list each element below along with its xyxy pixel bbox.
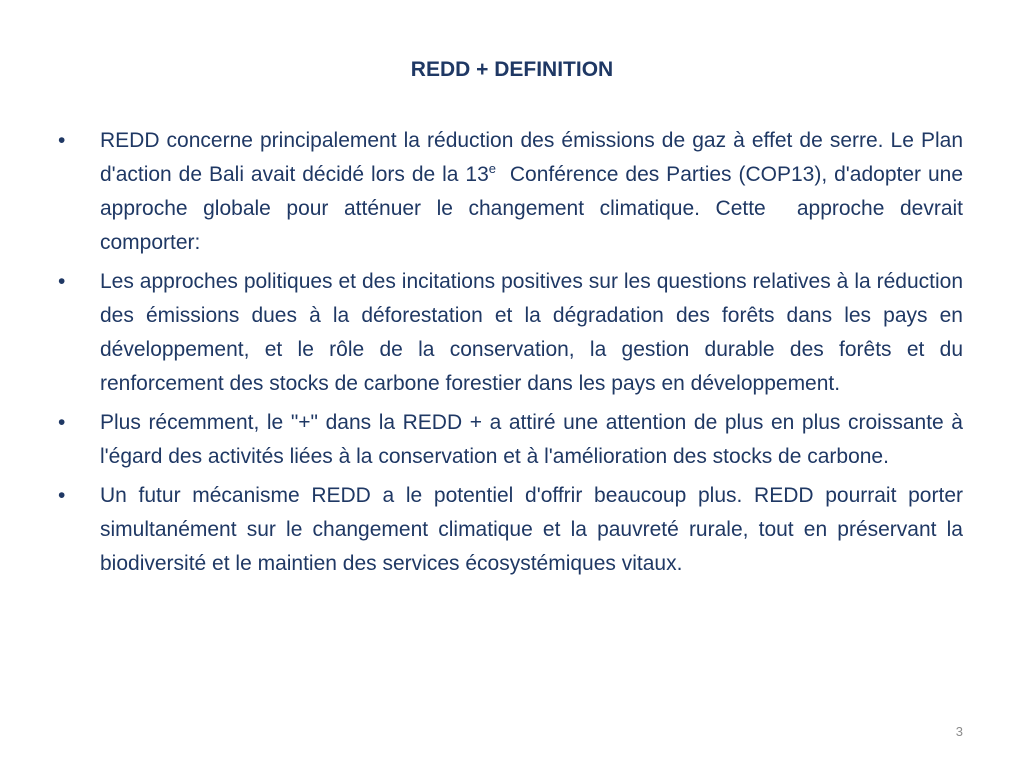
bullet-text — [100, 129, 969, 254]
ordinal-superscript: e — [488, 161, 496, 176]
bullet-text: Un futur mécanisme REDD a le potentiel d'offrir beaucoup plus. REDD pourrait porter simultanément sur le changement climatique et la pauvreté rurale, tout en préservant la biodiversité et le maintien des services écosystémiques vitaux. — [100, 484, 963, 575]
bullet-icon: • — [58, 270, 66, 293]
bullet-item-2 — [57, 265, 963, 401]
bullet-icon: • — [58, 411, 66, 434]
bullet-item-1 — [57, 124, 969, 260]
bullet-text-part: Conférence des Parties (COP13), d'adopter une approche globale pour atténuer le changement climatique. Cette approche devrait comporter: — [100, 163, 969, 254]
bullet-icon: • — [58, 484, 66, 507]
bullet-text: Les approches politiques et des incitations positives sur les questions relatives à la réduction des émissions dues à la déforestation et la dégradation des forêts dans les pays en développement, et le rôle de la conservation, la gestion durable des forêts et du renforcement des stocks de carbone forestier dans les pays en développement. — [100, 270, 963, 395]
bullet-icon: • — [58, 129, 66, 152]
bullet-list — [57, 124, 969, 586]
slide-title: REDD + DEFINITION — [410, 58, 614, 81]
bullet-text: Plus récemment, le "+" dans la REDD + a attiré une attention de plus en plus croissante à l'égard des activités liées à la conservation et à l'amélioration des stocks de carbone. — [100, 411, 963, 468]
bullet-item-3 — [57, 406, 963, 474]
bullet-item-4 — [57, 479, 963, 581]
page-number: 3 — [955, 724, 963, 739]
bullet-text-part: REDD concerne principalement la réduction des émissions de gaz à effet de serre. Le Plan d'action de Bali avait décidé lors de la 13 — [100, 129, 963, 186]
